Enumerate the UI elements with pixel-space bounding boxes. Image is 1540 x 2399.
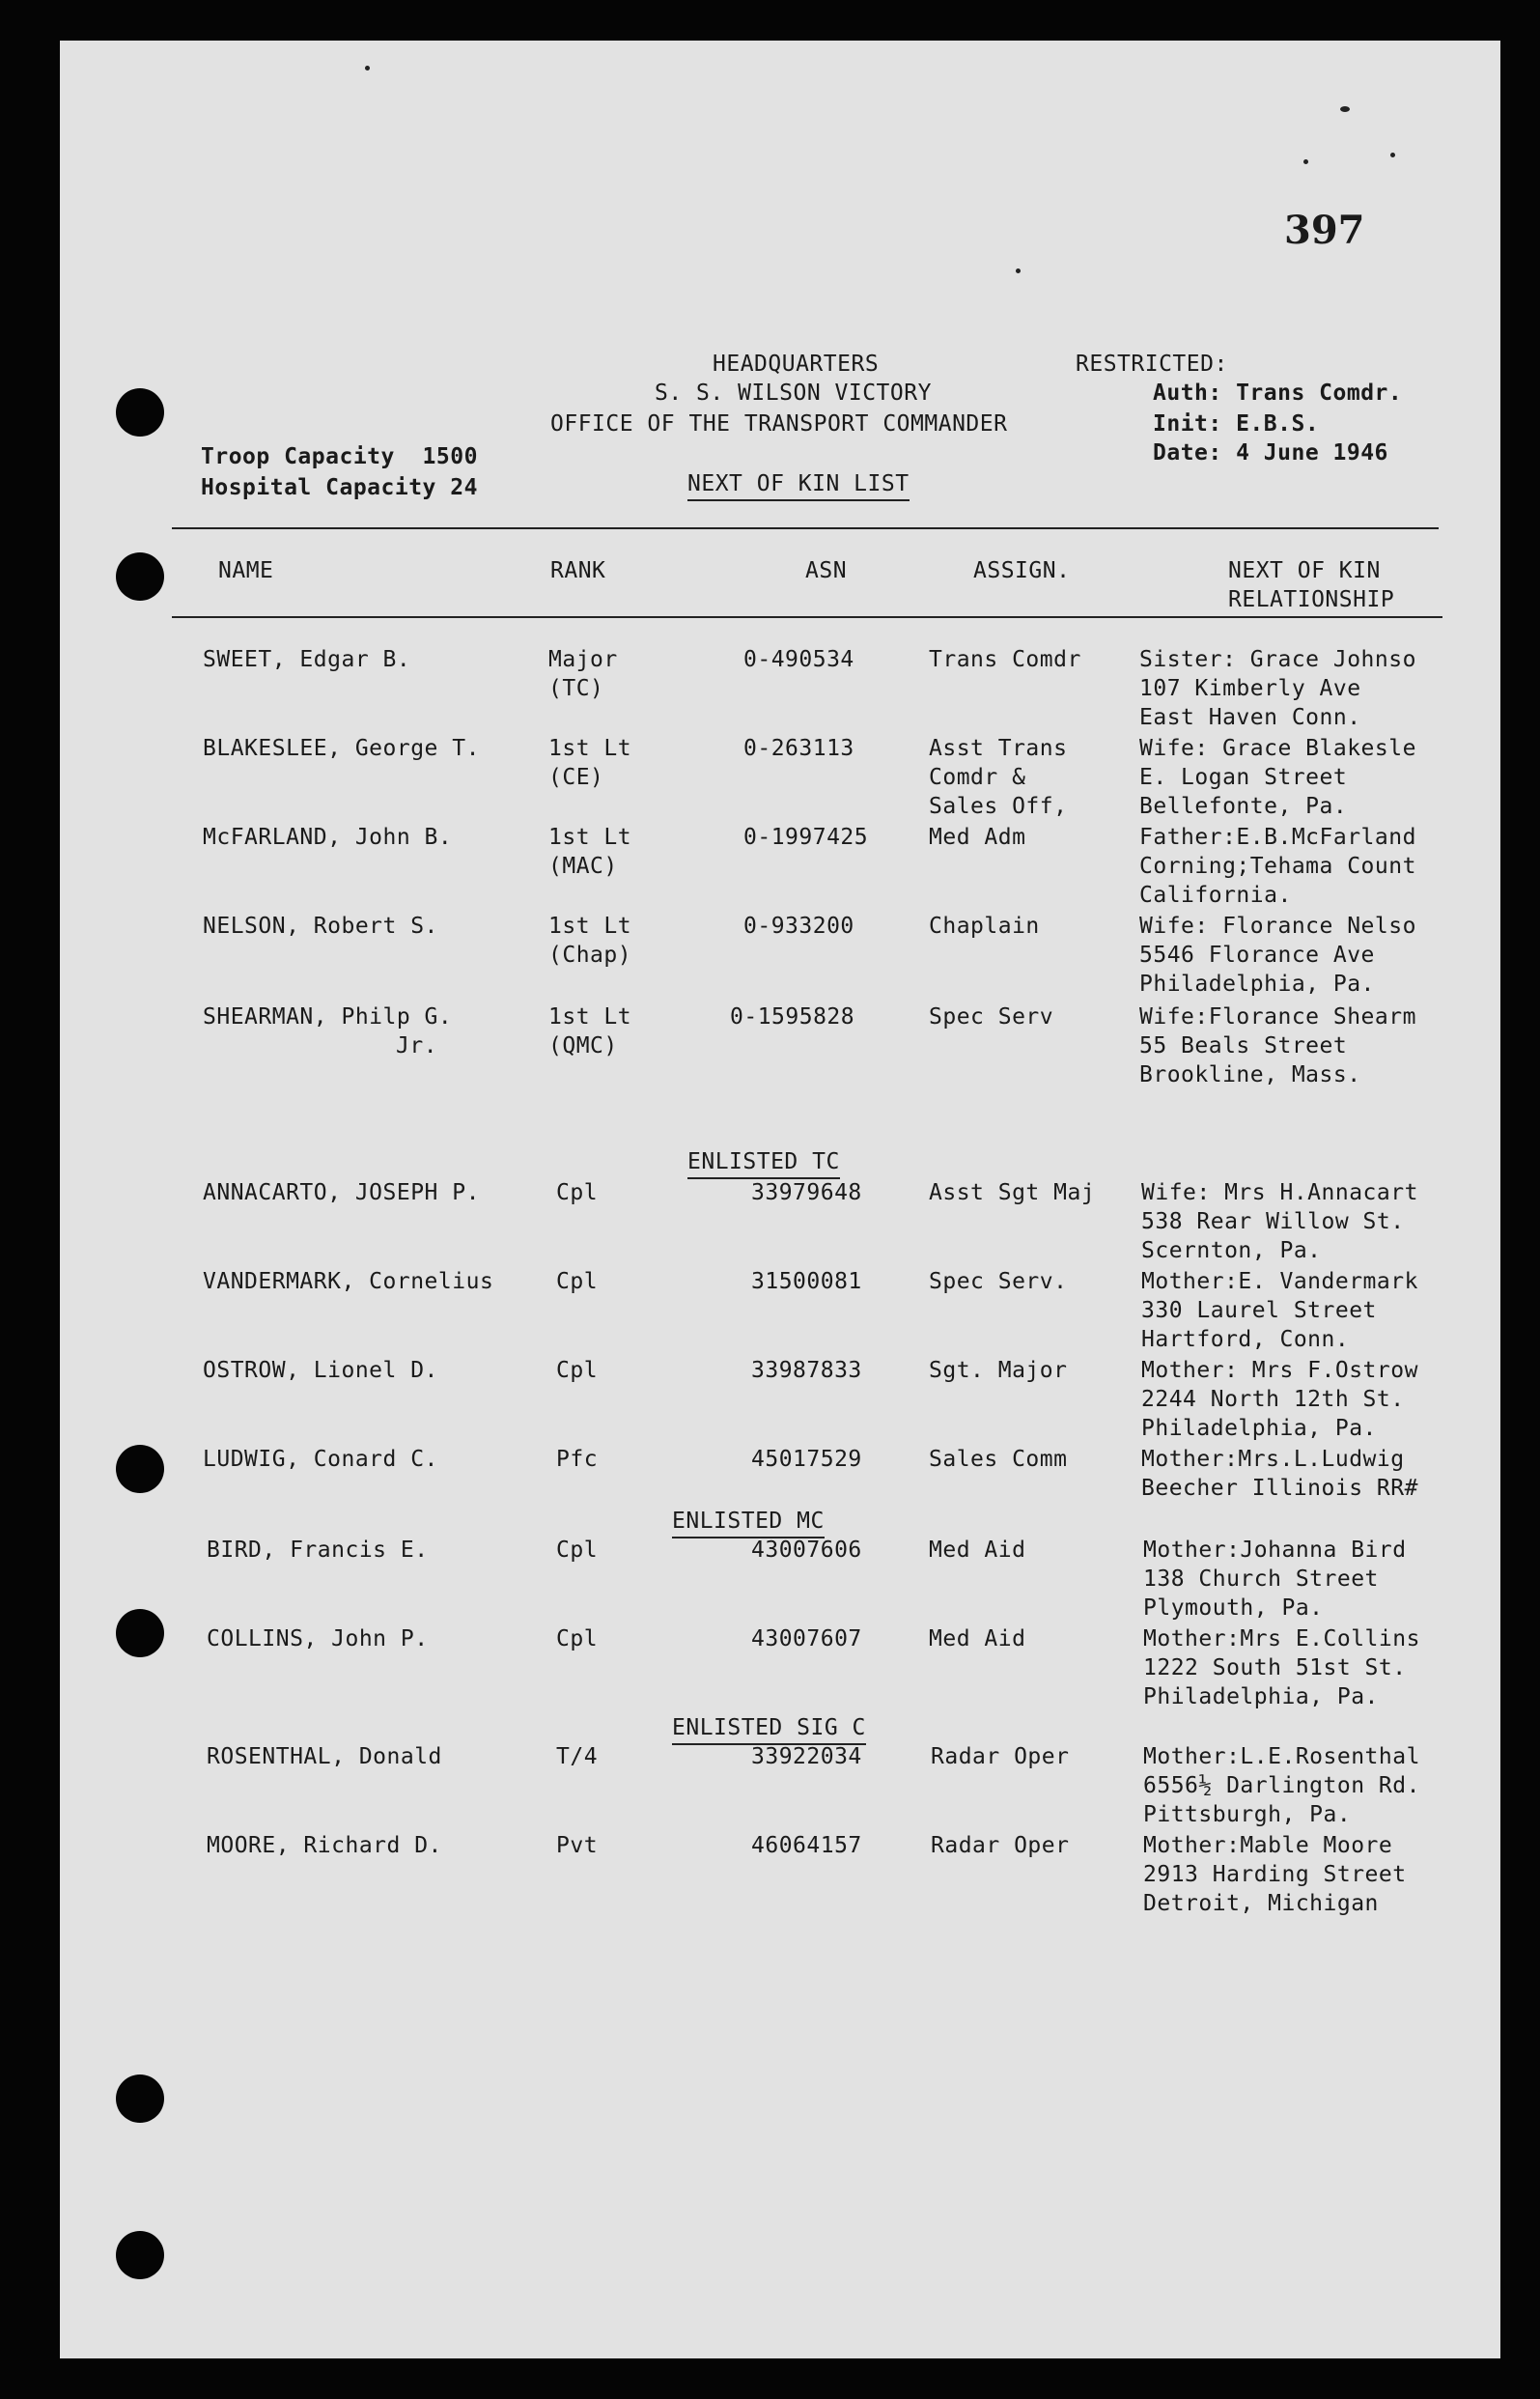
name-cell: ROSENTHAL, Donald (207, 1744, 442, 1769)
kin-cell: Father:E.B.McFarland (1139, 825, 1416, 850)
rank-cell: Cpl (556, 1180, 599, 1205)
asn-cell: 0-933200 (743, 914, 854, 939)
rank-cell: 1st Lt (548, 825, 632, 850)
speck (1340, 106, 1350, 112)
kin-cell: Mother:Johanna Bird (1143, 1538, 1407, 1563)
name-cell: BIRD, Francis E. (207, 1538, 429, 1563)
speck (1303, 159, 1308, 164)
kin-address: 1222 South 51st St. (1143, 1655, 1407, 1680)
assign-cell: Med Adm (929, 825, 1026, 850)
kin-address: Beecher Illinois RR# (1141, 1476, 1418, 1501)
rank-branch: (TC) (548, 676, 604, 701)
kin-city: Pittsburgh, Pa. (1143, 1802, 1352, 1827)
kin-address: 2244 North 12th St. (1141, 1387, 1405, 1412)
asn-cell: 0-1595828 (730, 1004, 855, 1030)
col-rank: RANK (550, 558, 606, 583)
asn-cell: 45017529 (751, 1447, 862, 1472)
name-cell: COLLINS, John P. (207, 1626, 429, 1651)
kin-address: 6556½ Darlington Rd. (1143, 1773, 1420, 1798)
rank-cell: 1st Lt (548, 1004, 632, 1030)
kin-cell: Mother:Mable Moore (1143, 1833, 1393, 1858)
rank-branch: (CE) (548, 765, 604, 790)
name-cell: BLAKESLEE, George T. (203, 736, 480, 761)
assign-cell: Asst Sgt Maj (929, 1180, 1096, 1205)
assign-cell: Radar Oper (931, 1833, 1070, 1858)
rank-cell: T/4 (556, 1744, 599, 1769)
kin-cell: Wife: Grace Blakesle (1139, 736, 1416, 761)
kin-city: East Haven Conn. (1139, 705, 1361, 730)
header-rule (172, 616, 1442, 618)
rank-cell: Cpl (556, 1358, 599, 1383)
asn-cell: 31500081 (751, 1269, 862, 1294)
assign-cell: Sales Comm (929, 1447, 1068, 1472)
rank-cell: 1st Lt (548, 736, 632, 761)
kin-cell: Mother: Mrs F.Ostrow (1141, 1358, 1418, 1383)
assign-cell: Spec Serv. (929, 1269, 1068, 1294)
col-relationship: RELATIONSHIP (1228, 587, 1395, 612)
asn-cell: 43007606 (751, 1538, 862, 1563)
kin-city: Philadelphia, Pa. (1143, 1684, 1379, 1709)
rank-branch: (Chap) (548, 943, 632, 968)
assign-cell: Chaplain (929, 914, 1040, 939)
kin-cell: Mother:Mrs.L.Ludwig (1141, 1447, 1405, 1472)
rank-cell: Pfc (556, 1447, 599, 1472)
rank-branch: (MAC) (548, 854, 618, 879)
date-line: Date: 4 June 1946 (1153, 440, 1388, 466)
col-nok: NEXT OF KIN (1228, 558, 1381, 583)
punch-hole (116, 388, 164, 437)
kin-address: 5546 Florance Ave (1139, 943, 1375, 968)
rank-cell: Major (548, 647, 618, 672)
kin-city: Detroit, Michigan (1143, 1891, 1379, 1916)
speck (1390, 153, 1395, 157)
kin-address: 2913 Harding Street (1143, 1862, 1407, 1887)
kin-city: Plymouth, Pa. (1143, 1595, 1324, 1621)
name-cell: VANDERMARK, Cornelius (203, 1269, 494, 1294)
speck (365, 66, 370, 71)
punch-hole (116, 2074, 164, 2123)
kin-city: Brookline, Mass. (1139, 1062, 1361, 1087)
section-heading: ENLISTED MC (672, 1507, 825, 1538)
kin-cell: Sister: Grace Johnso (1139, 647, 1416, 672)
assign-cell: Sgt. Major (929, 1358, 1068, 1383)
asn-cell: 33922034 (751, 1744, 862, 1769)
hospital-capacity: Hospital Capacity 24 (201, 475, 478, 500)
kin-address: 55 Beals Street (1139, 1033, 1348, 1058)
punch-hole (116, 1445, 164, 1493)
kin-city: California. (1139, 883, 1292, 908)
assign-cell: Med Aid (929, 1538, 1026, 1563)
name-cell: SWEET, Edgar B. (203, 647, 411, 672)
assign-cell: Spec Serv (929, 1004, 1054, 1030)
rank-cell: Cpl (556, 1538, 599, 1563)
assign-cell: Asst Trans (929, 736, 1068, 761)
auth-line: Auth: Trans Comdr. (1153, 381, 1403, 406)
rank-cell: 1st Lt (548, 914, 632, 939)
kin-address: 330 Laurel Street (1141, 1298, 1377, 1323)
name-cell: MOORE, Richard D. (207, 1833, 442, 1858)
speck (1016, 268, 1021, 273)
name-cell: SHEARMAN, Philp G. (203, 1004, 453, 1030)
kin-city: Philadelphia, Pa. (1139, 972, 1375, 997)
kin-cell: Wife: Florance Nelso (1139, 914, 1416, 939)
kin-address: 138 Church Street (1143, 1566, 1379, 1592)
kin-city: Philadelphia, Pa. (1141, 1416, 1377, 1441)
punch-hole (116, 1609, 164, 1657)
kin-city: Hartford, Conn. (1141, 1327, 1350, 1352)
assign-cell: Radar Oper (931, 1744, 1070, 1769)
rank-branch: (QMC) (548, 1033, 618, 1058)
name-cell: NELSON, Robert S. (203, 914, 438, 939)
name-cell: LUDWIG, Conard C. (203, 1447, 438, 1472)
kin-cell: Wife: Mrs H.Annacart (1141, 1180, 1418, 1205)
name-cell: McFARLAND, John B. (203, 825, 453, 850)
header-line-2: S. S. WILSON VICTORY (655, 381, 932, 406)
restricted-label: RESTRICTED: (1076, 352, 1228, 377)
col-asn: ASN (805, 558, 848, 583)
kin-cell: Wife:Florance Shearm (1139, 1004, 1416, 1030)
asn-cell: 33979648 (751, 1180, 862, 1205)
col-name: NAME (218, 558, 274, 583)
kin-city: Bellefonte, Pa. (1139, 794, 1348, 819)
col-assign: ASSIGN. (973, 558, 1071, 583)
init-line: Init: E.B.S. (1153, 411, 1320, 437)
troop-capacity: Troop Capacity 1500 (201, 444, 478, 469)
asn-cell: 43007607 (751, 1626, 862, 1651)
assign-cell: Med Aid (929, 1626, 1026, 1651)
top-rule (172, 527, 1439, 529)
kin-cell: Mother:Mrs E.Collins (1143, 1626, 1420, 1651)
kin-address: E. Logan Street (1139, 765, 1348, 790)
list-title: NEXT OF KIN LIST (687, 469, 910, 501)
header-line-3: OFFICE OF THE TRANSPORT COMMANDER (550, 411, 1008, 437)
name-cell: OSTROW, Lionel D. (203, 1358, 438, 1383)
asn-cell: 0-263113 (743, 736, 854, 761)
assign-cell: Trans Comdr (929, 647, 1081, 672)
kin-address: 107 Kimberly Ave (1139, 676, 1361, 701)
punch-hole (116, 552, 164, 601)
kin-address: Corning;Tehama Count (1139, 854, 1416, 879)
kin-address: 538 Rear Willow St. (1141, 1209, 1405, 1234)
asn-cell: 33987833 (751, 1358, 862, 1383)
header-line-1: HEADQUARTERS (713, 352, 880, 377)
rank-cell: Pvt (556, 1833, 599, 1858)
kin-cell: Mother:L.E.Rosenthal (1143, 1744, 1420, 1769)
name-suffix: Jr. (396, 1033, 438, 1058)
section-heading: ENLISTED SIG C (672, 1713, 866, 1745)
rank-cell: Cpl (556, 1626, 599, 1651)
punch-hole (116, 2231, 164, 2279)
assign-cell-3: Sales Off, (929, 794, 1068, 819)
asn-cell: 46064157 (751, 1833, 862, 1858)
kin-cell: Mother:E. Vandermark (1141, 1269, 1418, 1294)
asn-cell: 0-1997425 (743, 825, 869, 850)
section-heading: ENLISTED TC (687, 1147, 840, 1179)
kin-city: Scernton, Pa. (1141, 1238, 1322, 1263)
rank-cell: Cpl (556, 1269, 599, 1294)
name-cell: ANNACARTO, JOSEPH P. (203, 1180, 480, 1205)
assign-cell-2: Comdr & (929, 765, 1026, 790)
asn-cell: 0-490534 (743, 647, 854, 672)
page-number: 397 (1284, 208, 1365, 253)
